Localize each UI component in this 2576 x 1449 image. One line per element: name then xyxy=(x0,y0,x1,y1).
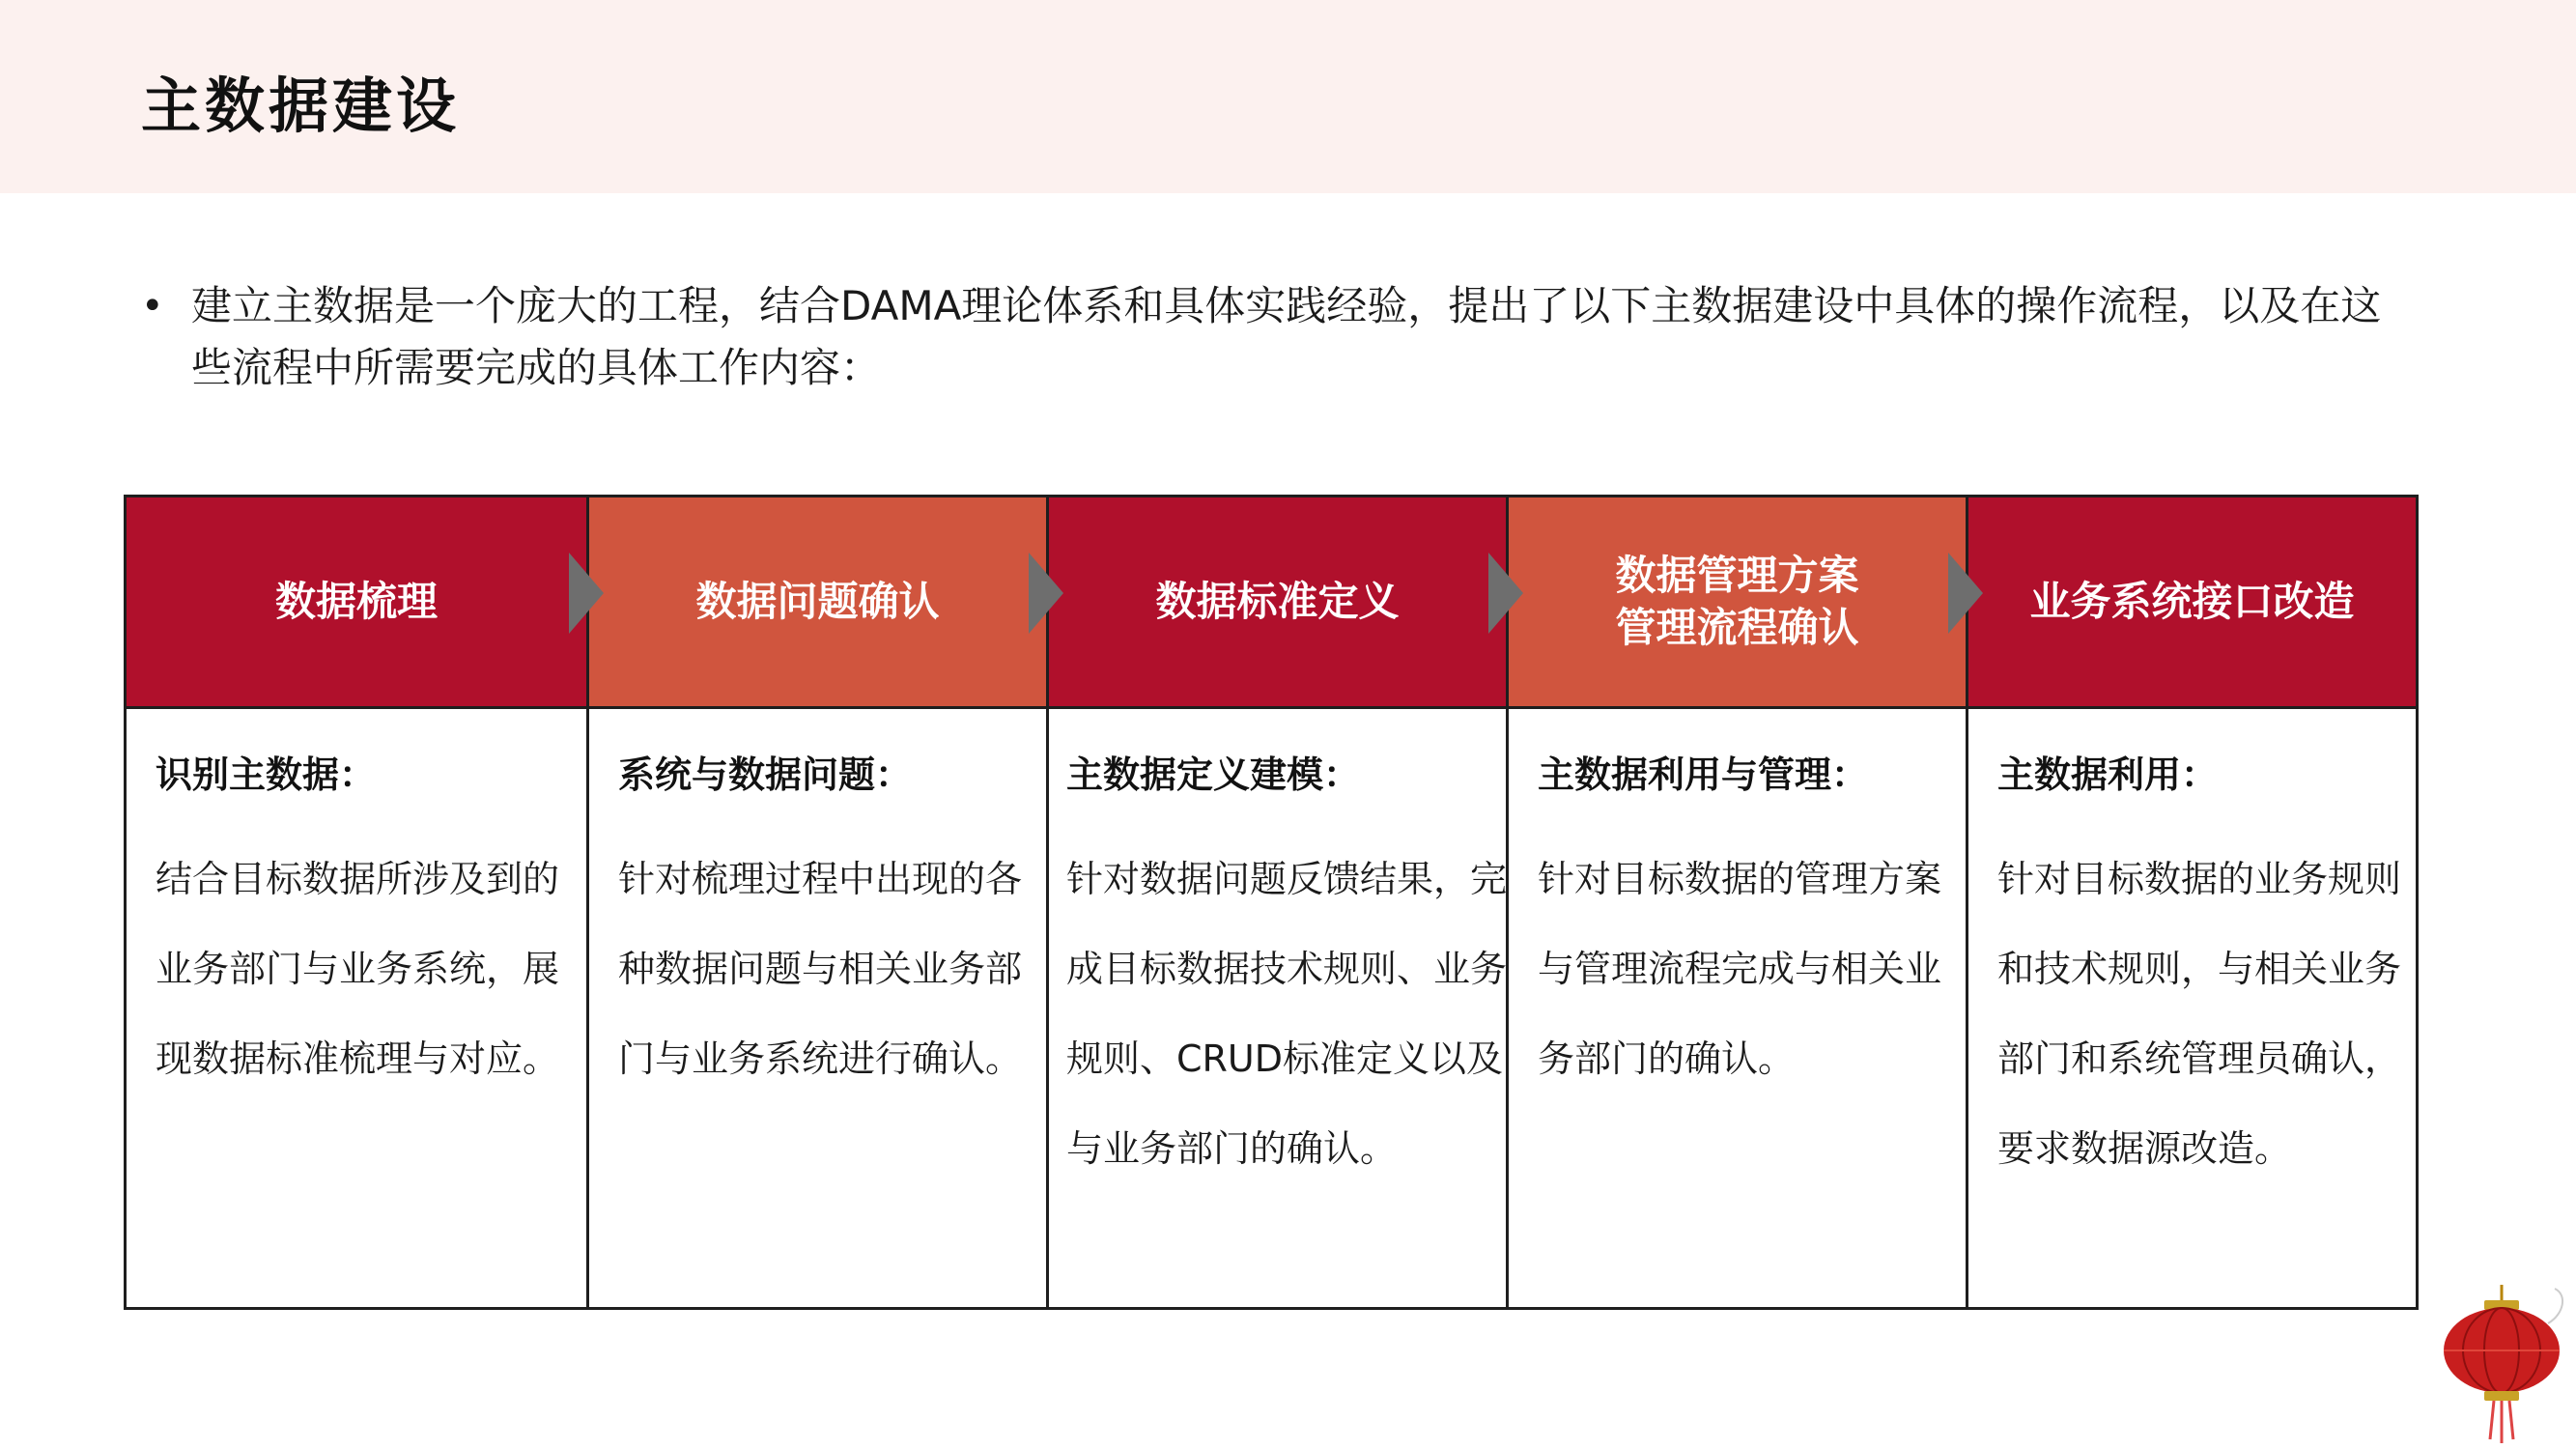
chevron-right-icon xyxy=(569,553,604,634)
intro-paragraph xyxy=(141,275,2420,399)
step-description: 针对目标数据的业务规则和技术规则，与相关业务部门和系统管理员确认，要求数据源改造。 xyxy=(1997,858,2402,1170)
step-header-label: 数据问题确认 xyxy=(695,578,940,625)
step-description: 结合目标数据所涉及到的业务部门与业务系统，展现数据标准梳理与对应。 xyxy=(156,858,560,1080)
process-step-3 xyxy=(1046,497,1506,1307)
step-header xyxy=(1049,497,1506,706)
step-subtitle: 主数据利用与管理： xyxy=(1538,753,1869,796)
intro-text: 建立主数据是一个庞大的工程，结合DAMA理论体系和具体实践经验，提出了以下主数据建设中具体的操作流程，以及在这些流程中所需要完成的具体工作内容： xyxy=(191,282,2382,391)
process-step-5 xyxy=(1966,497,2416,1307)
process-step-1 xyxy=(127,497,586,1307)
process-step-2 xyxy=(586,497,1046,1307)
step-header-label: 业务系统接口改造 xyxy=(2029,578,2355,625)
step-subtitle: 主数据利用： xyxy=(1997,753,2219,796)
chevron-right-icon xyxy=(1948,553,1983,634)
step-header-label: 数据标准定义 xyxy=(1155,578,1400,625)
step-header-label: 数据管理方案 管理流程确认 xyxy=(1615,552,1859,651)
step-subtitle: 识别主数据： xyxy=(156,753,377,796)
step-body xyxy=(1968,706,2416,1194)
step-description: 针对目标数据的管理方案与管理流程完成与相关业务部门的确认。 xyxy=(1538,858,1942,1080)
process-step-4 xyxy=(1506,497,1966,1307)
step-header xyxy=(1509,497,1966,706)
step-body xyxy=(1509,706,1966,1104)
chevron-right-icon xyxy=(1029,553,1063,634)
process-table xyxy=(124,495,2419,1310)
step-header xyxy=(589,497,1046,706)
bullet-icon: • xyxy=(141,284,164,328)
step-body xyxy=(127,706,586,1104)
step-subtitle: 系统与数据问题： xyxy=(618,753,913,796)
step-body xyxy=(1049,706,1506,1194)
step-description: 针对梳理过程中出现的各种数据问题与相关业务部门与业务系统进行确认。 xyxy=(618,858,1023,1080)
lantern-icon xyxy=(2434,1285,2569,1444)
step-subtitle: 主数据定义建模： xyxy=(1066,753,1361,796)
step-body xyxy=(589,706,1046,1104)
step-header xyxy=(1968,497,2416,706)
step-header-label: 数据梳理 xyxy=(274,578,438,625)
chevron-right-icon xyxy=(1488,553,1523,634)
step-header xyxy=(127,497,586,706)
page-title: 主数据建设 xyxy=(141,71,461,141)
step-description: 针对数据问题反馈结果，完成目标数据技术规则、业务规则、CRUD标准定义以及与业务部门的确认。 xyxy=(1066,858,1507,1170)
